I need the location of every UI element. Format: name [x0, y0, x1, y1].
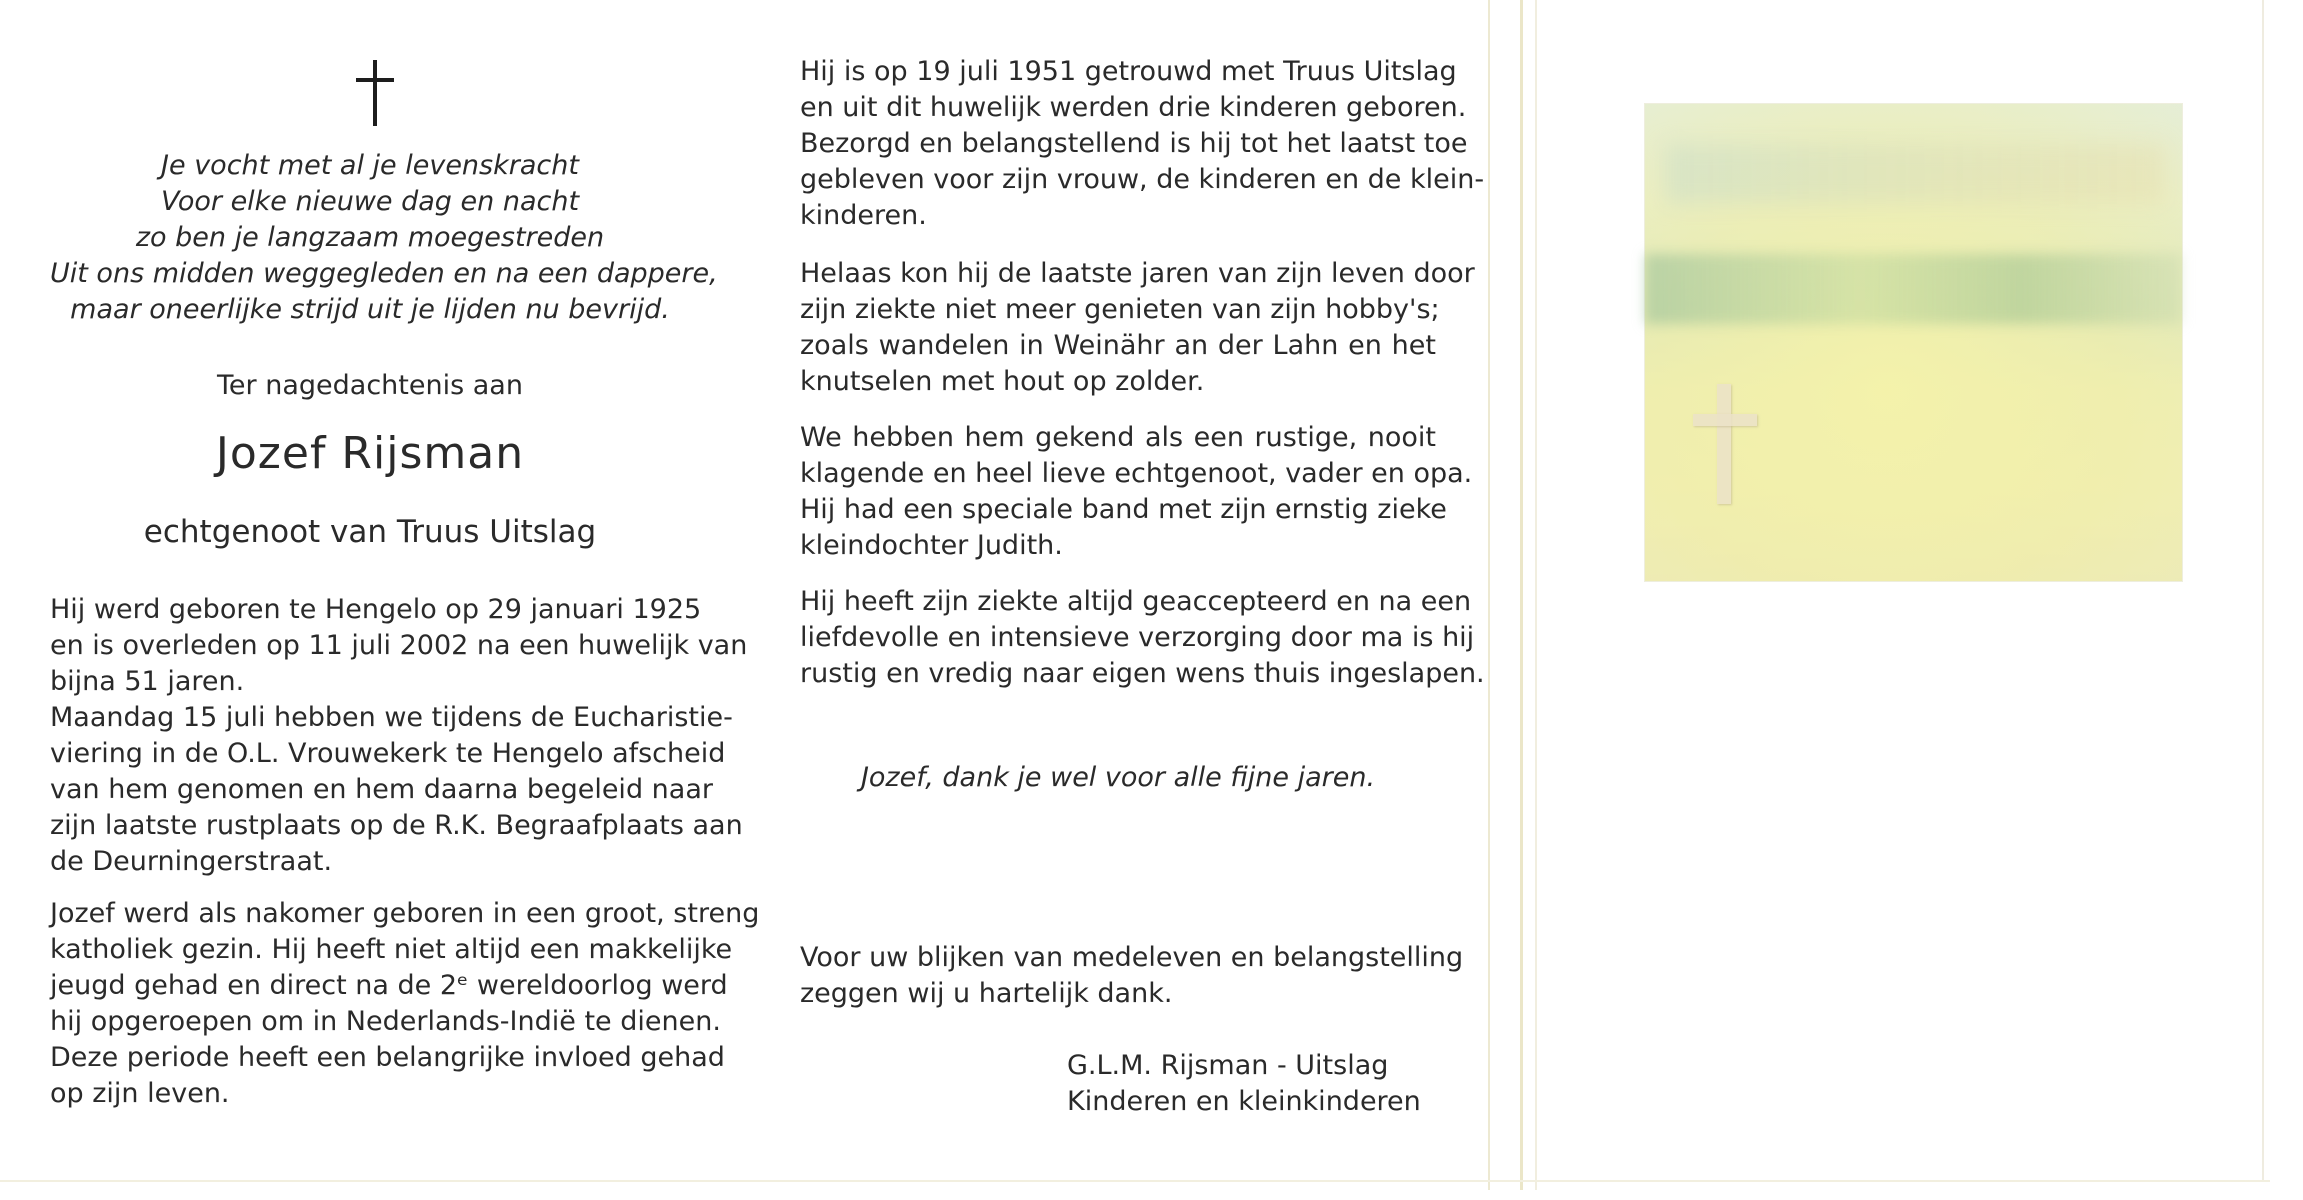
text-line: kinderen.: [800, 200, 927, 231]
cross-icon: [1693, 384, 1757, 504]
biography-paragraph: [800, 54, 1485, 234]
text-line: zijn ziekte niet meer genieten van zijn hobby's;: [800, 294, 1440, 325]
text-line: zoals wandelen in Weinähr an der Lahn en het: [800, 330, 1436, 361]
text-line: We hebben hem gekend als een rustige, nooit: [800, 422, 1436, 453]
text-line: katholiek gezin. Hij heeft niet altijd een makkelijke: [50, 934, 733, 965]
acknowledgement-paragraph: [800, 940, 1464, 1012]
text-line: op zijn leven.: [50, 1078, 230, 1109]
text-line: zijn laatste rustplaats op de R.K. Begraafplaats aan: [50, 810, 743, 841]
text-line: hij opgeroepen om in Nederlands-Indië te dienen.: [50, 1006, 721, 1037]
text-line: Hij heeft zijn ziekte altijd geaccepteerd en na een: [800, 586, 1472, 617]
text-line: Hij werd geboren te Hengelo op 29 januari 1925: [50, 594, 702, 625]
card-edge: [2262, 0, 2264, 1180]
poem-line: zo ben je langzaam moegestreden: [135, 222, 605, 253]
text-line: liefdevolle en intensieve verzorging door ma is hij: [800, 622, 1475, 653]
biography-paragraph: [800, 584, 1485, 692]
text-line: Helaas kon hij de laatste jaren van zijn leven door: [800, 258, 1475, 289]
poem-line: Je vocht met al je levenskracht: [161, 150, 579, 181]
biography-paragraph: [50, 592, 748, 880]
deceased-name: Jozef Rijsman: [215, 428, 525, 479]
fold-line: [1535, 0, 1537, 1190]
text-line: Voor uw blijken van medeleven en belangstelling: [800, 942, 1464, 973]
text-line: viering in de O.L. Vrouwekerk te Hengelo afscheid: [50, 738, 726, 769]
farewell-line: Jozef, dank je wel voor alle fijne jaren.: [860, 762, 1376, 793]
watercolor-image: [1645, 104, 2182, 581]
signature-block: [1067, 1048, 1421, 1120]
text-line: Deze periode heeft een belangrijke invloed gehad: [50, 1042, 725, 1073]
poem: [50, 148, 718, 328]
text-line: rustig en vredig naar eigen wens thuis ingeslapen.: [800, 658, 1485, 689]
text-line: jeugd gehad en direct na de 2ᵉ wereldoorlog werd: [50, 970, 728, 1001]
fold-line: [1520, 0, 1523, 1190]
biography-paragraph: [800, 256, 1475, 400]
text-line: Maandag 15 juli hebben we tijdens de Eucharistie-: [50, 702, 733, 733]
signature-line: G.L.M. Rijsman - Uitslag: [1067, 1050, 1389, 1081]
fold-line: [1488, 0, 1490, 1190]
text-line: kleindochter Judith.: [800, 530, 1063, 561]
poem-line: Voor elke nieuwe dag en nacht: [160, 186, 580, 217]
memory-heading: Ter nagedachtenis aan: [217, 370, 523, 401]
text-line: de Deurningerstraat.: [50, 846, 333, 877]
text-line: knutselen met hout op zolder.: [800, 366, 1205, 397]
card-edge: [0, 1180, 2270, 1182]
text-line: Bezorgd en belangstellend is hij tot het laatst toe: [800, 128, 1468, 159]
text-line: van hem genomen en hem daarna begeleid naar: [50, 774, 713, 805]
text-line: en is overleden op 11 juli 2002 na een huwelijk van: [50, 630, 748, 661]
text-line: Jozef werd als nakomer geboren in een groot, streng: [50, 898, 760, 929]
spouse-line: echtgenoot van Truus Uitslag: [143, 514, 597, 550]
poem-line: Uit ons midden weggegleden en na een dappere,: [50, 258, 718, 289]
text-line: gebleven voor zijn vrouw, de kinderen en de klein-: [800, 164, 1485, 195]
text-line: bijna 51 jaren.: [50, 666, 245, 697]
biography-paragraph: [50, 896, 760, 1112]
biography-paragraph: [800, 420, 1473, 564]
text-line: Hij had een speciale band met zijn ernstig zieke: [800, 494, 1447, 525]
poem-line: maar oneerlijke strijd uit je lijden nu bevrijd.: [70, 294, 670, 325]
text-line: zeggen wij u hartelijk dank.: [800, 978, 1173, 1009]
text-line: en uit dit huwelijk werden drie kinderen geboren.: [800, 92, 1467, 123]
cross-icon: [352, 60, 398, 126]
text-line: klagende en heel lieve echtgenoot, vader en opa.: [800, 458, 1473, 489]
text-line: Hij is op 19 juli 1951 getrouwd met Truus Uitslag: [800, 56, 1457, 87]
signature-line: Kinderen en kleinkinderen: [1067, 1086, 1421, 1117]
